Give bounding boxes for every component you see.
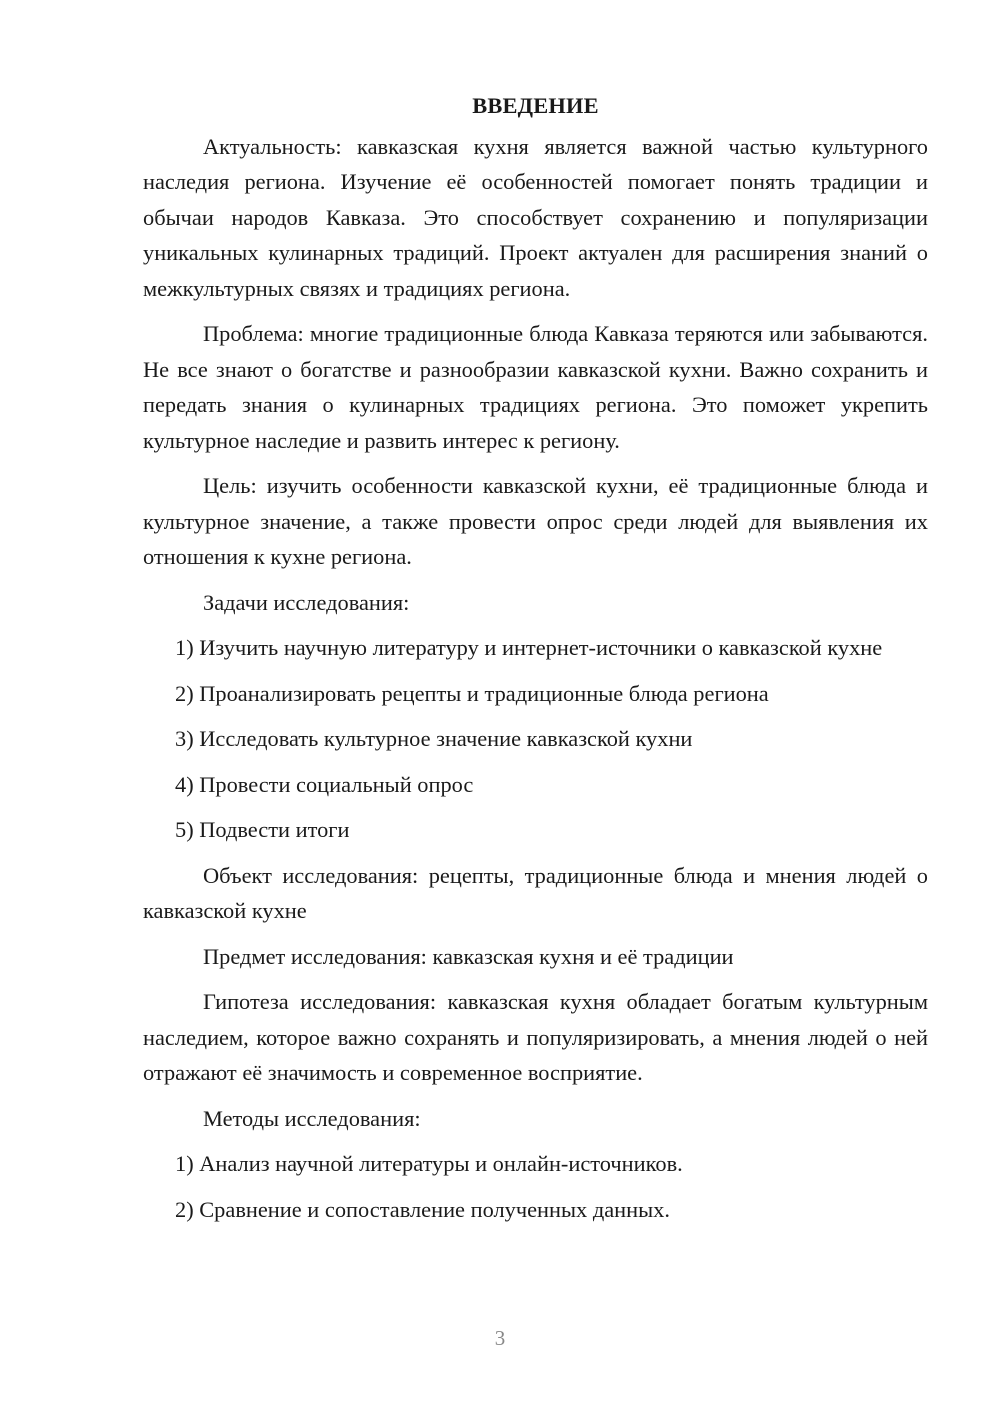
page-number: 3 [494,1326,506,1350]
methods-heading: Методы исследования: [203,1105,421,1131]
goal-paragraph: Цель: изучить особенности кавказской кухни, её традиционные блюда и культурное значение, а также провести опрос среди людей для выявления их отношения к кухне региона. [143,473,928,569]
subject-paragraph: Предмет исследования: кавказская кухня и её традиции [203,943,734,969]
object-paragraph: Объект исследования: рецепты, традиционные блюда и мнения людей о кавказской кухне [143,862,928,923]
task-item-3: 3) Исследовать культурное значение кавказской кухни [175,726,693,751]
task-item-5: 5) Подвести итоги [175,817,350,842]
method-item-2: 2) Сравнение и сопоставление полученных данных. [175,1196,670,1222]
hypothesis-paragraph: Гипотеза исследования: кавказская кухня обладает богатым культурным наследием, которое важно сохранять и популяризировать, а мнения людей о ней отражают её значимость и современное восприятие. [143,989,928,1085]
relevance-paragraph: Актуальность: кавказская кухня является важной частью культурного наследия региона. Изучение её особенностей помогает понять традиции и обычаи народов Кавказа. Это способствует сохранению и популяризации уникальных кулинарных традиций. Проект актуален для расширения знаний о межкультурных связях и традициях региона. [143,133,928,301]
method-item-1: 1) Анализ научной литературы и онлайн-источников. [175,1151,683,1176]
problem-paragraph: Проблема: многие традиционные блюда Кавказа теряются или забываются. Не все знают о богатстве и разнообразии кавказской кухни. Важно сохранить и передать знания о кулинарных традициях региона. Это поможет укрепить культурное наследие и развить интерес к региону. [143,321,928,453]
task-item-2: 2) Проанализировать рецепты и традиционные блюда региона [175,680,769,706]
section-title: ВВЕДЕНИЕ [472,93,599,118]
document-page [143,88,928,1237]
tasks-heading: Задачи исследования: [203,589,410,615]
task-item-4: 4) Провести социальный опрос [175,771,474,797]
task-item-1: 1) Изучить научную литературу и интернет-источники о кавказской кухне [175,635,883,660]
